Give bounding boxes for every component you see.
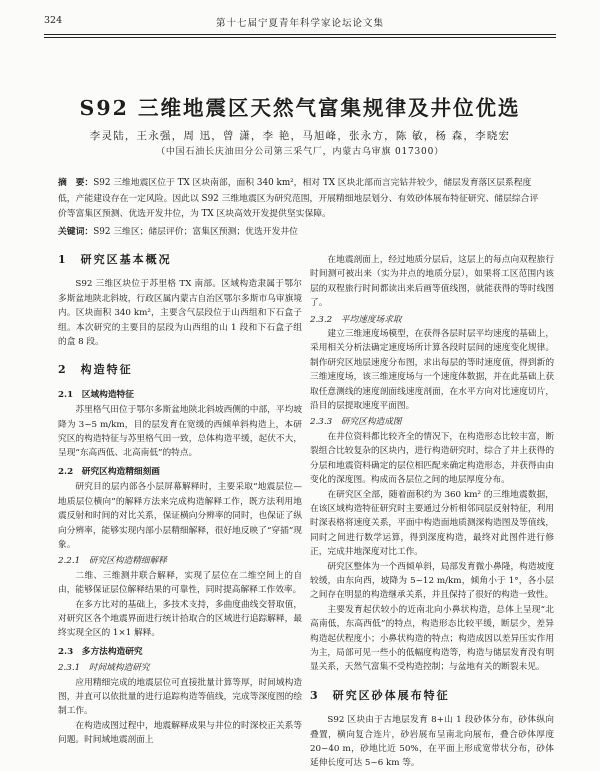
- keywords: [58, 224, 542, 237]
- paper-title: S92 三维地震区天然气富集规律及井位优选: [79, 96, 521, 120]
- keywords-text: S92 三维区；储层评价；富集区预测；优选开发井位: [93, 227, 298, 237]
- subsubsection-heading: 2.3.3 研究区构造成图: [310, 417, 402, 428]
- author-list: 李灵陆，王永强，周 迅，曾 潇，李 艳，马旭峰，张永方，陈 敏，杨 森，李晓宏: [89, 130, 511, 142]
- subsection-heading: 2.3 多方法构造研究: [58, 646, 143, 657]
- subsubsection-heading: 2.2.1 研究区构造精细解释: [58, 556, 167, 567]
- paragraph: 研究目的层内部各小层屏幕解释时，主要采取“地震层位—地质层位横向”的解释方法来完成构造解释工作，既方法利用地震反射和时间的对比关系，保证横向分辨率的同时，也保证了纵向分辨率，能够实现内部小层精细解释，很好地反映了“穿插”现象。: [58, 482, 302, 550]
- abstract-label: 摘 要：: [58, 178, 94, 188]
- running-head: [44, 12, 556, 30]
- page-number: 324: [44, 15, 63, 26]
- paragraph: 在构造成图过程中，地震解释成果与井位的时深校正关系等问题。时间域地震剖面上: [58, 720, 302, 746]
- paragraph: 二维、三维测井联合解释，实现了层位在二维空间上的自由，能够保证层位解释结果的可靠性，同时提高解释工作效率。: [58, 570, 302, 596]
- paragraph: 在井位资料都比较齐全的情况下，在构造形态比较丰富，断裂组合比较复杂的区块内，进行构造研究时，综合了井上获得的分层和地震资料确定的层位相匹配来确定构造形态，并获得由由变化的深度图。构成而各层位之间的地层厚度分布。: [310, 431, 554, 486]
- paragraph: 在研究区全部，随着面积约为 360 km² 的三维地震数据，在该区域构造特征研究时主要通过分析相邻同层反射特征，利用时深表格将速度关系，平面中构造面地质测深构造图及等值线，同时之间进行数学运算，得到深度构造，最终对此图件进行修正，完成井地深度对比工作。: [310, 489, 554, 558]
- paragraph: 苏里格气田位于鄂尔多斯盆地陕北斜坡西侧的中部，平均坡降为 3~5 m/km，目的层发育在宽缓的西倾单斜构造上，本研究区的构造特征与苏里格气田一致，总体构造平缓，起伏不大，呈现“东高西低、北高南低”的特点。: [58, 405, 302, 459]
- paragraph: 建立三维速度场模型，在获得各层时层平均速度的基础上，采用相关分析法确定速度场所计算各段时层间的速度变化规律。制作研究区地层速度分布图，求出每层的等时速度值，得到新的三维速度场，该三维速度场与一个速度体数据，并在此基础上获取任意测线的速度剖面线速度剖面，在水平方向对比速度切片，沿目的层提取速度平面图。: [310, 329, 554, 412]
- subsubsection-heading: 2.3.1 时间域构造研究: [58, 663, 150, 674]
- section-2-heading: 2 构造特征: [58, 363, 133, 377]
- subsection-heading: 2.1 区域构造特征: [58, 389, 134, 400]
- abstract-text: S92 三维地震区位于 TX 区块南部，面积 340 km²，相对 TX 区块北部而言完钻井较少，储层发育落区层系程度低，产能建设存在一定风险。因此以 S92 三维地震区为研究范围，开展精细地层划分、有效砂体展布特征研究、储层综合评价等富集区预测、优选开发井位，为 TX 区块高效开发提供坚实保障。: [58, 178, 539, 219]
- paragraph: S92 区块由于古地层发育 8+山 1 段砂体分布，砂体纵向叠置，横向复合连片，砂岩展布呈南北向展布，叠合砂体厚度 20~40 m，砂地比近 50%，在平面上形成宽带状分布，砂体延伸长度可达 5~6 km 等。: [310, 715, 554, 769]
- right-column: [310, 253, 554, 771]
- header-rule-bottom: [44, 37, 556, 38]
- paragraph: 在多方比对的基础上，多技术支持，多曲度曲线交替取值，对研究区各个地震界面进行统计拾取合的区域进行追踪解释，最终实现全区的 1×1 解释。: [58, 599, 302, 639]
- paragraph: 应用精细完成的地震层位可直接批量计算等厚，时间域构造图，并直可以依批量的进行追踪构造等值线，完成等深度图的绘制工作。: [58, 677, 302, 717]
- paragraph: 研究区整体为一个西倾单斜，局部发育微小鼻隆，构造坡度较缓，由东向西，坡降为 5~12 m/km，倾角小于 1°，各小层之间存在明显的构造继承关系，并且保持了很好的构造一致性。: [310, 561, 554, 601]
- left-column: [58, 253, 302, 748]
- abstract: [58, 176, 542, 223]
- header-rule-top: [44, 34, 556, 35]
- section-1-heading: 1 研究区基本概况: [58, 253, 172, 266]
- affiliation: （中国石油长庆油田分公司第三采气厂，内蒙古乌审旗 017300）: [156, 147, 444, 157]
- paragraph: 主要发育起伏较小的近南北向小鼻状构造，总体上呈现“北高南低，东高西低”的特点，构造形态比较平缓，断层少，差异构造起伏程度小；小鼻状构造的特点；构造成因以差异压实作用为主，局部可见一些小的低幅度构造等，构造与储层发育没有明显关系，天然气富集不受构造控制；与盆地有关的断裂未见。: [310, 604, 554, 673]
- subsection-heading: 2.2 研究区构造精细刻画: [58, 466, 160, 477]
- subsubsection-heading: 2.3.2 平均速度场求取: [310, 314, 402, 325]
- paragraph: 在地震剖面上，经过地质分层后，这层上的每点向双程旅行时间测可被出来（实为井点的地质分层），如果将工区范围内该层的双程旅行时间都读出来后画等值线图，就能获得的等时线图了。: [310, 255, 554, 309]
- keywords-label: 关键词：: [58, 227, 94, 237]
- paragraph: S92 三维区块位于苏里格 TX 南部。区域构造隶属于鄂尔多斯盆地陕北斜坡，行政区属内蒙古自治区鄂尔多斯市乌审旗境内。区块面积 340 km²，主要含气层段位于山西组和下石盒子组。本次研究的主要目的层段为山西组的山 1 段和下石盒子组的盒 8 段。: [58, 279, 302, 348]
- journal-title: 第十七届宁夏青年科学家论坛论文集: [215, 18, 384, 29]
- section-3-heading: 3 研究区砂体展布特征: [310, 688, 450, 702]
